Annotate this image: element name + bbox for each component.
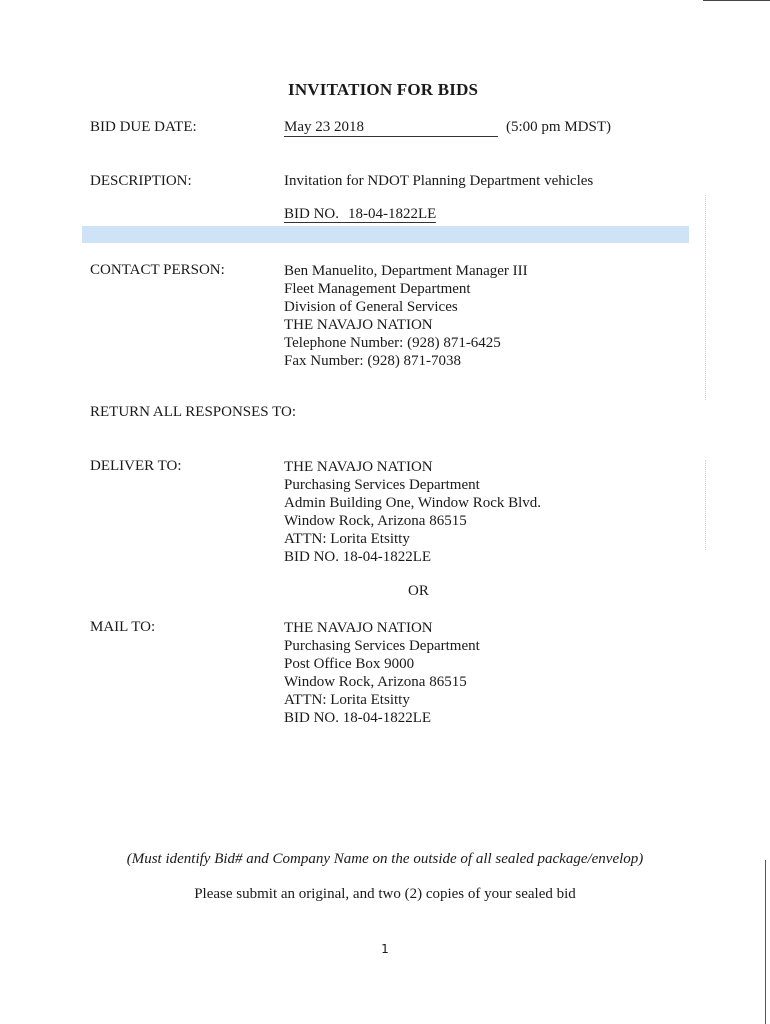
scan-dots-upper: [705, 195, 707, 400]
return-responses-label: RETURN ALL RESPONSES TO:: [90, 404, 297, 420]
deliver-line: Purchasing Services Department: [284, 477, 480, 493]
mail-line: Window Rock, Arizona 86515: [284, 674, 467, 690]
submit-notice: Please submit an original, and two (2) copies of your sealed bid: [194, 886, 576, 902]
contact-person-label: CONTACT PERSON:: [90, 262, 225, 278]
bid-due-date-field: [284, 119, 498, 137]
scan-edge-line-top: [703, 0, 770, 1]
deliver-to-label: DELIVER TO:: [90, 458, 182, 474]
page-title: INVITATION FOR BIDS: [288, 80, 479, 99]
bid-number-value: 18-04-1822LE: [339, 206, 436, 223]
mail-line: Purchasing Services Department: [284, 638, 480, 654]
mail-line: Post Office Box 9000: [284, 656, 415, 672]
deliver-address-block: [284, 458, 541, 566]
or-separator: OR: [408, 583, 429, 599]
contact-line: Fleet Management Department: [284, 281, 471, 297]
mail-line: BID NO. 18-04-1822LE: [284, 710, 432, 726]
scan-dots-lower: [705, 460, 707, 550]
mail-line: ATTN: Lorita Etsitty: [284, 692, 410, 708]
mail-address-block: [284, 619, 480, 727]
deliver-line: Admin Building One, Window Rock Blvd.: [284, 495, 542, 511]
page-number: 1: [381, 942, 389, 956]
deliver-line: Window Rock, Arizona 86515: [284, 513, 467, 529]
contact-line: THE NAVAJO NATION: [284, 317, 433, 333]
contact-line: Fax Number: (928) 871-7038: [284, 353, 462, 369]
mail-to-label: MAIL TO:: [90, 619, 156, 635]
bid-number-line: [284, 206, 436, 223]
deliver-line: ATTN: Lorita Etsitty: [284, 531, 410, 547]
description-text: Invitation for NDOT Planning Department vehicles: [284, 173, 594, 189]
identify-notice: (Must identify Bid# and Company Name on the outside of all sealed package/envelop): [126, 851, 644, 867]
contact-person-block: [284, 262, 528, 370]
contact-line: Ben Manuelito, Department Manager III: [284, 263, 528, 279]
bid-due-date-value: May 23 2018: [284, 119, 364, 135]
deliver-line: BID NO. 18-04-1822LE: [284, 549, 432, 565]
contact-line: Telephone Number: (928) 871-6425: [284, 335, 501, 351]
highlight-bar: [82, 226, 689, 243]
bid-due-date-label: BID DUE DATE:: [90, 119, 197, 135]
description-label: DESCRIPTION:: [90, 173, 192, 189]
bid-number-prefix: BID NO.: [284, 206, 339, 222]
bid-due-time: (5:00 pm MDST): [506, 119, 611, 135]
mail-line: THE NAVAJO NATION: [284, 620, 433, 636]
contact-line: Division of General Services: [284, 299, 458, 315]
deliver-line: THE NAVAJO NATION: [284, 459, 433, 475]
